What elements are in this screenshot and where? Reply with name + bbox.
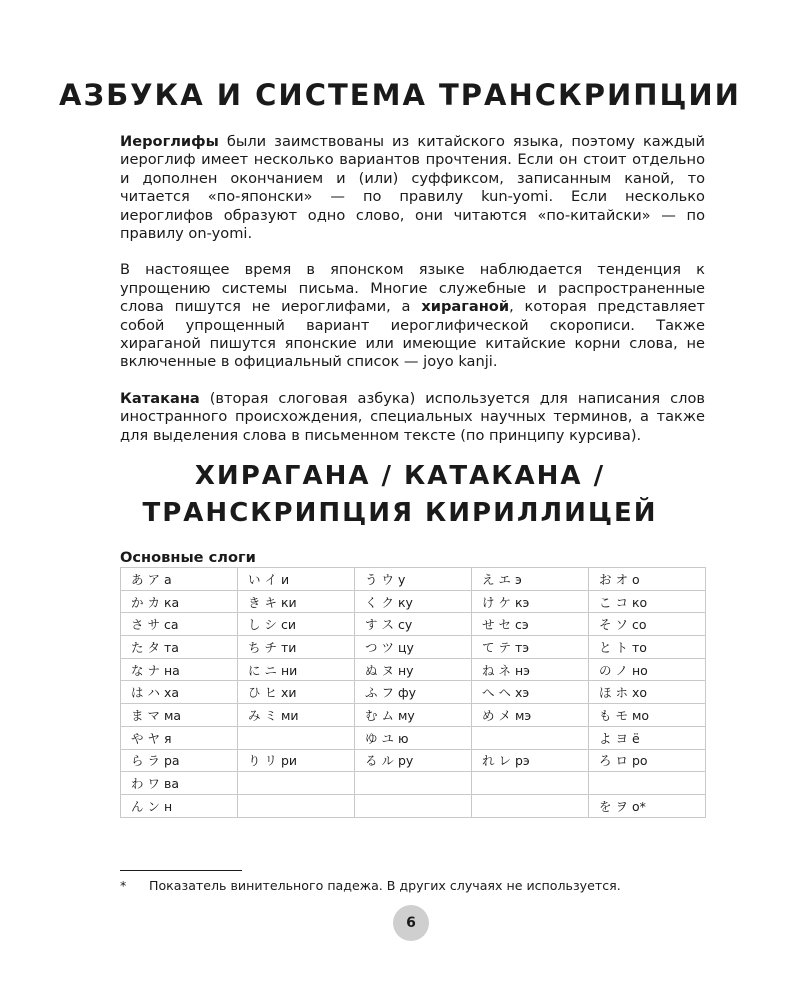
syllable-cell — [472, 772, 589, 795]
footnote-mark: * — [120, 878, 127, 893]
table-row — [121, 658, 706, 681]
table-row — [121, 568, 706, 591]
syllable-cell: や ヤ я — [121, 726, 238, 749]
syllable-cell: る ル ру — [355, 749, 472, 772]
syllable-cell: め メ мэ — [472, 704, 589, 727]
syllable-cell: か カ ка — [121, 590, 238, 613]
bold-term: Катакана — [120, 389, 200, 407]
syllable-cell — [238, 726, 355, 749]
syllable-cell: し シ си — [238, 613, 355, 636]
page-title: АЗБУКА И СИСТЕМА ТРАНСКРИПЦИИ — [59, 78, 741, 112]
syllable-cell — [238, 794, 355, 817]
syllable-cell: へ ヘ хэ — [472, 681, 589, 704]
syllable-cell: ん ン н — [121, 794, 238, 817]
syllable-cell: と ト то — [589, 636, 706, 659]
syllable-cell: の ノ но — [589, 658, 706, 681]
syllable-cell — [589, 772, 706, 795]
paragraph — [120, 261, 705, 371]
syllable-cell — [472, 726, 589, 749]
syllable-cell: う ウ у — [355, 568, 472, 591]
footnote-text: Показатель винительного падежа. В других случаях не используется. — [149, 878, 621, 893]
table-row — [121, 590, 706, 613]
syllable-cell: え エ э — [472, 568, 589, 591]
syllable-cell: み ミ ми — [238, 704, 355, 727]
syllable-cell: に ニ ни — [238, 658, 355, 681]
table-row — [121, 636, 706, 659]
syllable-cell: ち チ ти — [238, 636, 355, 659]
text-run: В настоящее время в японском языке наблюдается тенденция к упрощению системы письма. Многие служебные и распространенные слова пишутся не иероглифами, а — [120, 261, 705, 316]
table-row — [121, 704, 706, 727]
syllable-cell: す ス су — [355, 613, 472, 636]
syllable-cell: け ケ кэ — [472, 590, 589, 613]
section-title-line: ТРАНСКРИПЦИЯ КИРИЛЛИЦЕЙ — [142, 498, 658, 528]
syllable-cell: こ コ ко — [589, 590, 706, 613]
syllable-cell: ね ネ нэ — [472, 658, 589, 681]
syllable-cell: つ ツ цу — [355, 636, 472, 659]
syllable-cell: な ナ на — [121, 658, 238, 681]
section-title-line: ХИРАГАНА / КАТАКАНА / — [194, 461, 606, 491]
page-number-badge: 6 — [393, 905, 429, 941]
syllable-cell: も モ мо — [589, 704, 706, 727]
intro-text — [120, 133, 705, 463]
paragraph — [120, 133, 705, 243]
syllable-cell: む ム му — [355, 704, 472, 727]
syllable-cell: わ ワ ва — [121, 772, 238, 795]
syllable-cell: い イ и — [238, 568, 355, 591]
syllable-cell: ゆ ユ ю — [355, 726, 472, 749]
text-run: (вторая слоговая азбука) используется для написания слов иностранного происхождения, специальных научных терминов, а также для выделения слова в письменном тексте (по принципу курсива). — [120, 389, 705, 444]
table-row — [121, 772, 706, 795]
paragraph — [120, 390, 705, 445]
syllable-cell: り リ ри — [238, 749, 355, 772]
bold-term: хираганой — [421, 298, 510, 316]
syllable-cell: あ ア а — [121, 568, 238, 591]
syllable-cell — [355, 772, 472, 795]
syllable-cell — [355, 794, 472, 817]
bold-term: Иероглифы — [120, 133, 219, 150]
syllable-cell: く ク ку — [355, 590, 472, 613]
syllable-cell: は ハ ха — [121, 681, 238, 704]
syllable-cell: ま マ ма — [121, 704, 238, 727]
syllable-table-body — [121, 568, 706, 818]
syllable-cell: を ヲ о* — [589, 794, 706, 817]
text-run: были заимствованы из китайского языка, поэтому каждый иероглиф имеет несколько вариантов прочтения. Если он стоит отдельно и дополнен окончанием и (или) суффиксом, записанным каной, то читается «по-японски» — по правилу kun-yomi. Если несколько иероглифов образуют одно слово, они читаются «по-китайски» — по правилу on-yomi. — [120, 133, 705, 243]
syllable-cell: さ サ са — [121, 613, 238, 636]
syllable-cell: た タ та — [121, 636, 238, 659]
footnote — [120, 878, 621, 893]
table-row — [121, 749, 706, 772]
section-title — [0, 458, 800, 532]
syllable-cell: ほ ホ хо — [589, 681, 706, 704]
syllable-cell: ろ ロ ро — [589, 749, 706, 772]
table-row — [121, 681, 706, 704]
syllable-cell — [238, 772, 355, 795]
syllable-cell: よ ヨ ё — [589, 726, 706, 749]
syllable-cell: き キ ки — [238, 590, 355, 613]
syllable-cell — [472, 794, 589, 817]
table-row — [121, 794, 706, 817]
syllable-cell: ふ フ фу — [355, 681, 472, 704]
syllable-cell: お オ о — [589, 568, 706, 591]
syllable-cell: ら ラ ра — [121, 749, 238, 772]
syllable-cell: そ ソ со — [589, 613, 706, 636]
syllable-cell: ぬ ヌ ну — [355, 658, 472, 681]
table-caption: Основные слоги — [120, 549, 256, 566]
syllable-cell: ひ ヒ хи — [238, 681, 355, 704]
table-row — [121, 613, 706, 636]
syllable-cell: せ セ сэ — [472, 613, 589, 636]
footnote-divider — [120, 870, 242, 871]
syllable-cell: て テ тэ — [472, 636, 589, 659]
table-row — [121, 726, 706, 749]
text-run: , которая представляет собой упрощенный вариант иероглифической скорописи. Также хираганой пишутся японские или имеющие китайские корни слова, не включенные в официальный список — joyo kanji. — [120, 298, 705, 371]
syllable-table — [120, 567, 706, 818]
syllable-cell: れ レ рэ — [472, 749, 589, 772]
